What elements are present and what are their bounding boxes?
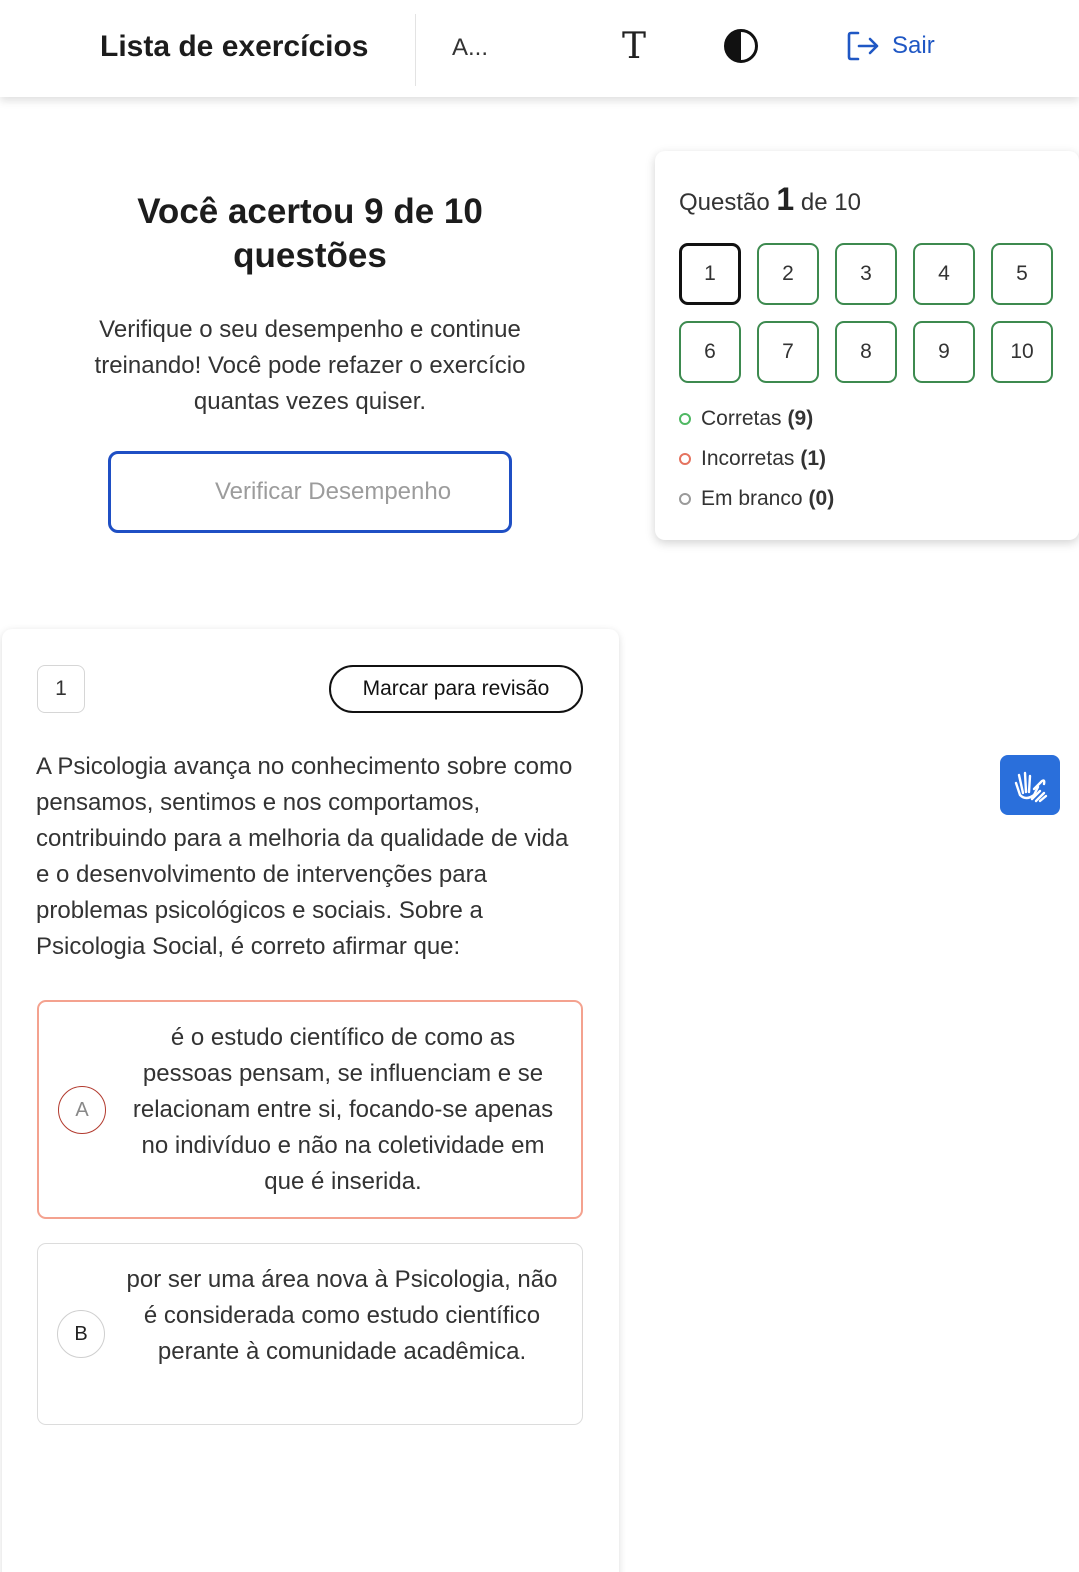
question-button-5[interactable]: 5 bbox=[991, 243, 1053, 305]
page-title: Lista de exercícios bbox=[100, 30, 369, 63]
alternative-text: é o estudo científico de como as pessoas pensam, se influenciam e se relacionam entre si, focando-se apenas no indivíduo e não na coletividade em que é inserida. bbox=[132, 1024, 554, 1195]
logout-icon bbox=[846, 30, 880, 62]
question-navigator bbox=[655, 151, 1079, 540]
alternative-b[interactable] bbox=[37, 1243, 583, 1425]
question-button-9[interactable]: 9 bbox=[913, 321, 975, 383]
legend-blank-label: Em branco bbox=[701, 487, 803, 510]
font-size-icon[interactable]: T bbox=[622, 26, 647, 67]
legend-correct bbox=[679, 407, 834, 431]
result-heading: Você acertou 9 de 10 questões bbox=[137, 192, 483, 275]
navigator-suffix: de 10 bbox=[800, 189, 861, 216]
question-button-7[interactable]: 7 bbox=[757, 321, 819, 383]
question-button-8[interactable]: 8 bbox=[835, 321, 897, 383]
header-subtitle: A... bbox=[452, 34, 489, 61]
blank-dot-icon bbox=[679, 493, 691, 505]
alternative-text: por ser uma área nova à Psicologia, não é considerada como estudo científico perante à comunidade acadêmica. bbox=[126, 1266, 558, 1365]
correct-dot-icon bbox=[679, 413, 691, 425]
alternative-a[interactable] bbox=[37, 1000, 583, 1219]
legend-blank-count: (0) bbox=[808, 487, 835, 510]
incorrect-dot-icon bbox=[679, 453, 691, 465]
result-summary bbox=[60, 190, 560, 420]
verify-performance-button[interactable]: Verificar Desempenho bbox=[108, 451, 512, 533]
question-text: A Psicologia avança no conhecimento sobre como pensamos, sentimos e nos comportamos, contribuindo para a melhoria da qualidade de vida e o desenvolvimento de intervenções para problemas psicológicos e sociais. Sobre a Psicologia Social, é correto afirmar que: bbox=[36, 753, 573, 960]
question-grid bbox=[679, 243, 1053, 383]
legend-incorrect bbox=[679, 447, 834, 471]
question-button-10[interactable]: 10 bbox=[991, 321, 1053, 383]
question-button-4[interactable]: 4 bbox=[913, 243, 975, 305]
current-question-number: 1 bbox=[776, 181, 795, 217]
sign-language-button[interactable] bbox=[1000, 755, 1060, 815]
question-button-2[interactable]: 2 bbox=[757, 243, 819, 305]
status-legend bbox=[679, 407, 834, 527]
header-divider bbox=[415, 14, 416, 86]
question-button-6[interactable]: 6 bbox=[679, 321, 741, 383]
result-description: Verifique o seu desempenho e continue treinando! Você pode refazer o exercício quantas vezes quiser. bbox=[94, 316, 526, 415]
legend-blank bbox=[679, 487, 834, 511]
question-button-3[interactable]: 3 bbox=[835, 243, 897, 305]
navigator-heading bbox=[679, 181, 861, 218]
sign-language-icon bbox=[1010, 765, 1050, 805]
contrast-icon[interactable] bbox=[723, 28, 759, 64]
navigator-prefix: Questão bbox=[679, 189, 770, 216]
legend-correct-count: (9) bbox=[787, 407, 814, 430]
logout-label: Sair bbox=[892, 32, 935, 59]
logout-button[interactable] bbox=[846, 30, 935, 62]
alternative-letter: B bbox=[57, 1310, 105, 1358]
question-card bbox=[2, 629, 619, 1572]
legend-incorrect-count: (1) bbox=[800, 447, 827, 470]
top-header bbox=[0, 0, 1079, 97]
question-number-badge: 1 bbox=[37, 665, 85, 713]
mark-for-review-button[interactable]: Marcar para revisão bbox=[329, 665, 583, 713]
alternative-letter: A bbox=[58, 1086, 106, 1134]
legend-incorrect-label: Incorretas bbox=[701, 447, 795, 470]
question-button-1[interactable]: 1 bbox=[679, 243, 741, 305]
legend-correct-label: Corretas bbox=[701, 407, 782, 430]
